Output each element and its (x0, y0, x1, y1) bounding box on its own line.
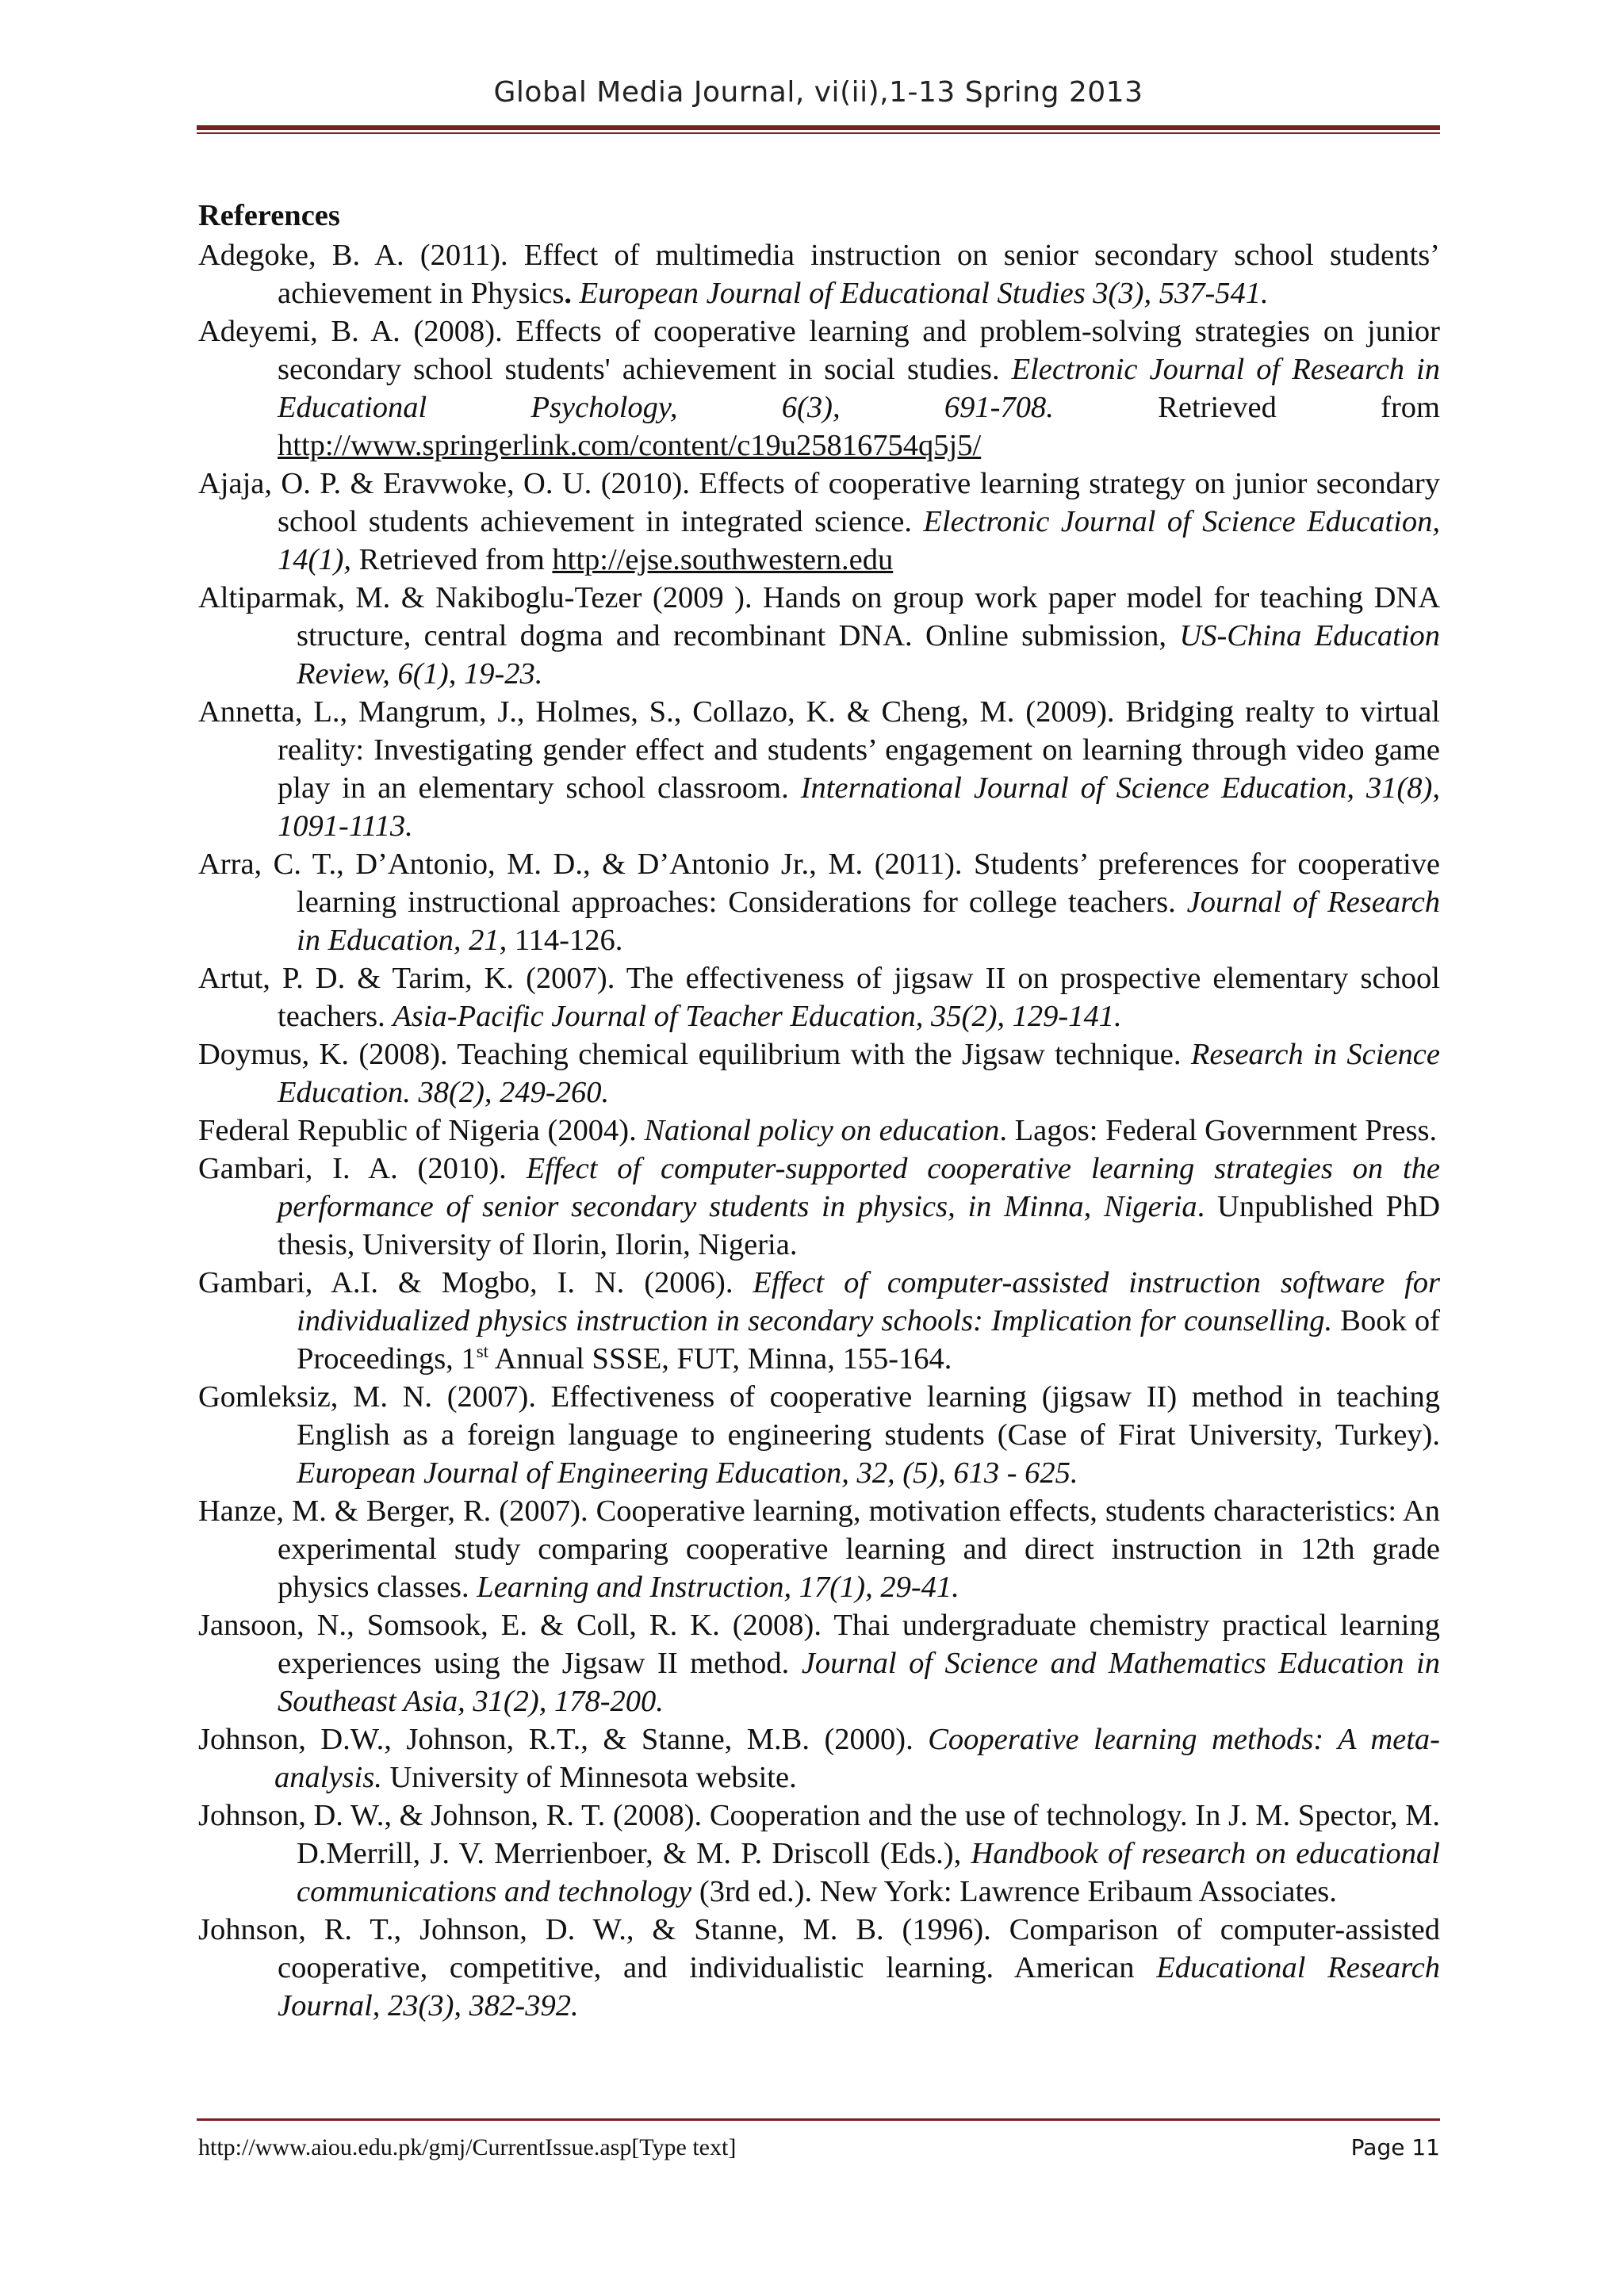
running-header: Global Media Journal, vi(ii),1-13 Spring 2013 (493, 76, 1143, 109)
reference-entry: Johnson, D.W., Johnson, R.T., & Stanne, M.B. (2000). Cooperative learning methods: A meta-analysis. University of Minnesota website. (198, 1723, 1440, 1794)
reference-entry: Adeyemi, B. A. (2008). Effects of cooperative learning and problem-solving strategies on junior secondary school students' achievement in social studies. Electronic Journal of Research in Educational Psychology, 6(3), 691-708. Retrieved from http://www.springerlink.com/content/c19u25816754q5j5/ (198, 315, 1441, 462)
reference-entry: Federal Republic of Nigeria (2004). National policy on education. Lagos: Federal Government Press. (198, 1114, 1438, 1147)
reference-entry: Gomleksiz, M. N. (2007). Effectiveness of cooperative learning (jigsaw II) method in teaching English as a foreign language to engineering students (Case of Firat University, Turkey). European Journal of Engineering Education, 32, (5), 613 - 625. (198, 1380, 1440, 1490)
reference-link[interactable]: http://ejse.southwestern.edu (552, 543, 894, 576)
reference-entry: Johnson, D. W., & Johnson, R. T. (2008). Cooperation and the use of technology. In J. M. Spector, M. D.Merrill, J. V. Merrienboer, & M. P. Driscoll (Eds.), Handbook of research on educational communications and technology (3rd ed.). New York: Lawrence Eribaum Associates. (198, 1799, 1440, 1908)
reference-entry: Doymus, K. (2008). Teaching chemical equilibrium with the Jigsaw technique. Research in Science Education. 38(2), 249-260. (198, 1038, 1440, 1109)
page-number: Page 11 (1350, 2134, 1440, 2160)
header-rule-thin (197, 132, 1440, 134)
reference-entry: Johnson, R. T., Johnson, D. W., & Stanne, M. B. (1996). Comparison of computer-assisted cooperative, competitive, and individualistic learning. American Educational Research Journal, 23(3), 382-392. (198, 1913, 1441, 2022)
reference-entry: Annetta, L., Mangrum, J., Holmes, S., Collazo, K. & Cheng, M. (2009). Bridging realty to virtual reality: Investigating gender effect and students’ engagement on learning through video game play in an elementary school classroom. International Journal of Science Education, 31(8), 1091-1113. (198, 695, 1440, 843)
header-rule (197, 125, 1440, 130)
reference-entry: Gambari, I. A. (2010). Effect of computer-supported cooperative learning strategies on the performance of senior secondary students in physics, in Minna, Nigeria. Unpublished PhD thesis, University of Ilorin, Ilorin, Nigeria. (198, 1152, 1440, 1261)
section-title: References (198, 199, 340, 232)
footer-rule (197, 2118, 1440, 2121)
reference-link[interactable]: http://www.springerlink.com/content/c19u25816754q5j5/ (278, 429, 982, 462)
reference-entry: Gambari, A.I. & Mogbo, I. N. (2006). Effect of computer-assisted instruction software for individualized physics instruction in secondary schools: Implication for counselling. Book of Proceedings, 1st Annual SSSE, FUT, Minna, 155-164. (198, 1266, 1441, 1376)
reference-entry: Hanze, M. & Berger, R. (2007). Cooperative learning, motivation effects, students characteristics: An experimental study comparing cooperative learning and direct instruction in 12th grade physics classes. Learning and Instruction, 17(1), 29-41. (198, 1494, 1440, 1604)
reference-entry: Adegoke, B. A. (2011). Effect of multimedia instruction on senior secondary school students’ achievement in Physics. European Journal of Educational Studies 3(3), 537-541. (198, 239, 1440, 310)
footer-url: http://www.aiou.edu.pk/gmj/CurrentIssue.asp[Type text] (198, 2134, 737, 2160)
reference-entry: Arra, C. T., D’Antonio, M. D., & D’Antonio Jr., M. (2011). Students’ preferences for cooperative learning instructional approaches: Considerations for college teachers. Journal of Research in Education, 21, 114-126. (198, 848, 1440, 957)
reference-entry: Altiparmak, M. & Nakiboglu-Tezer (2009 ). Hands on group work paper model for teaching DNA structure, central dogma and recombinant DNA. Online submission, US-China Education Review, 6(1), 19-23. (198, 581, 1441, 691)
reference-entry: Ajaja, O. P. & Eravwoke, O. U. (2010). Effects of cooperative learning strategy on junior secondary school students achievement in integrated science. Electronic Journal of Science Education, 14(1), Retrieved from http://ejse.southwestern.edu (198, 467, 1440, 576)
reference-entry: Jansoon, N., Somsook, E. & Coll, R. K. (2008). Thai undergraduate chemistry practical learning experiences using the Jigsaw II method. Journal of Science and Mathematics Education in Southeast Asia, 31(2), 178-200. (198, 1609, 1440, 1718)
references-section (198, 197, 1440, 2025)
reference-entry: Artut, P. D. & Tarim, K. (2007). The effectiveness of jigsaw II on prospective elementary school teachers. Asia-Pacific Journal of Teacher Education, 35(2), 129-141. (198, 962, 1440, 1033)
